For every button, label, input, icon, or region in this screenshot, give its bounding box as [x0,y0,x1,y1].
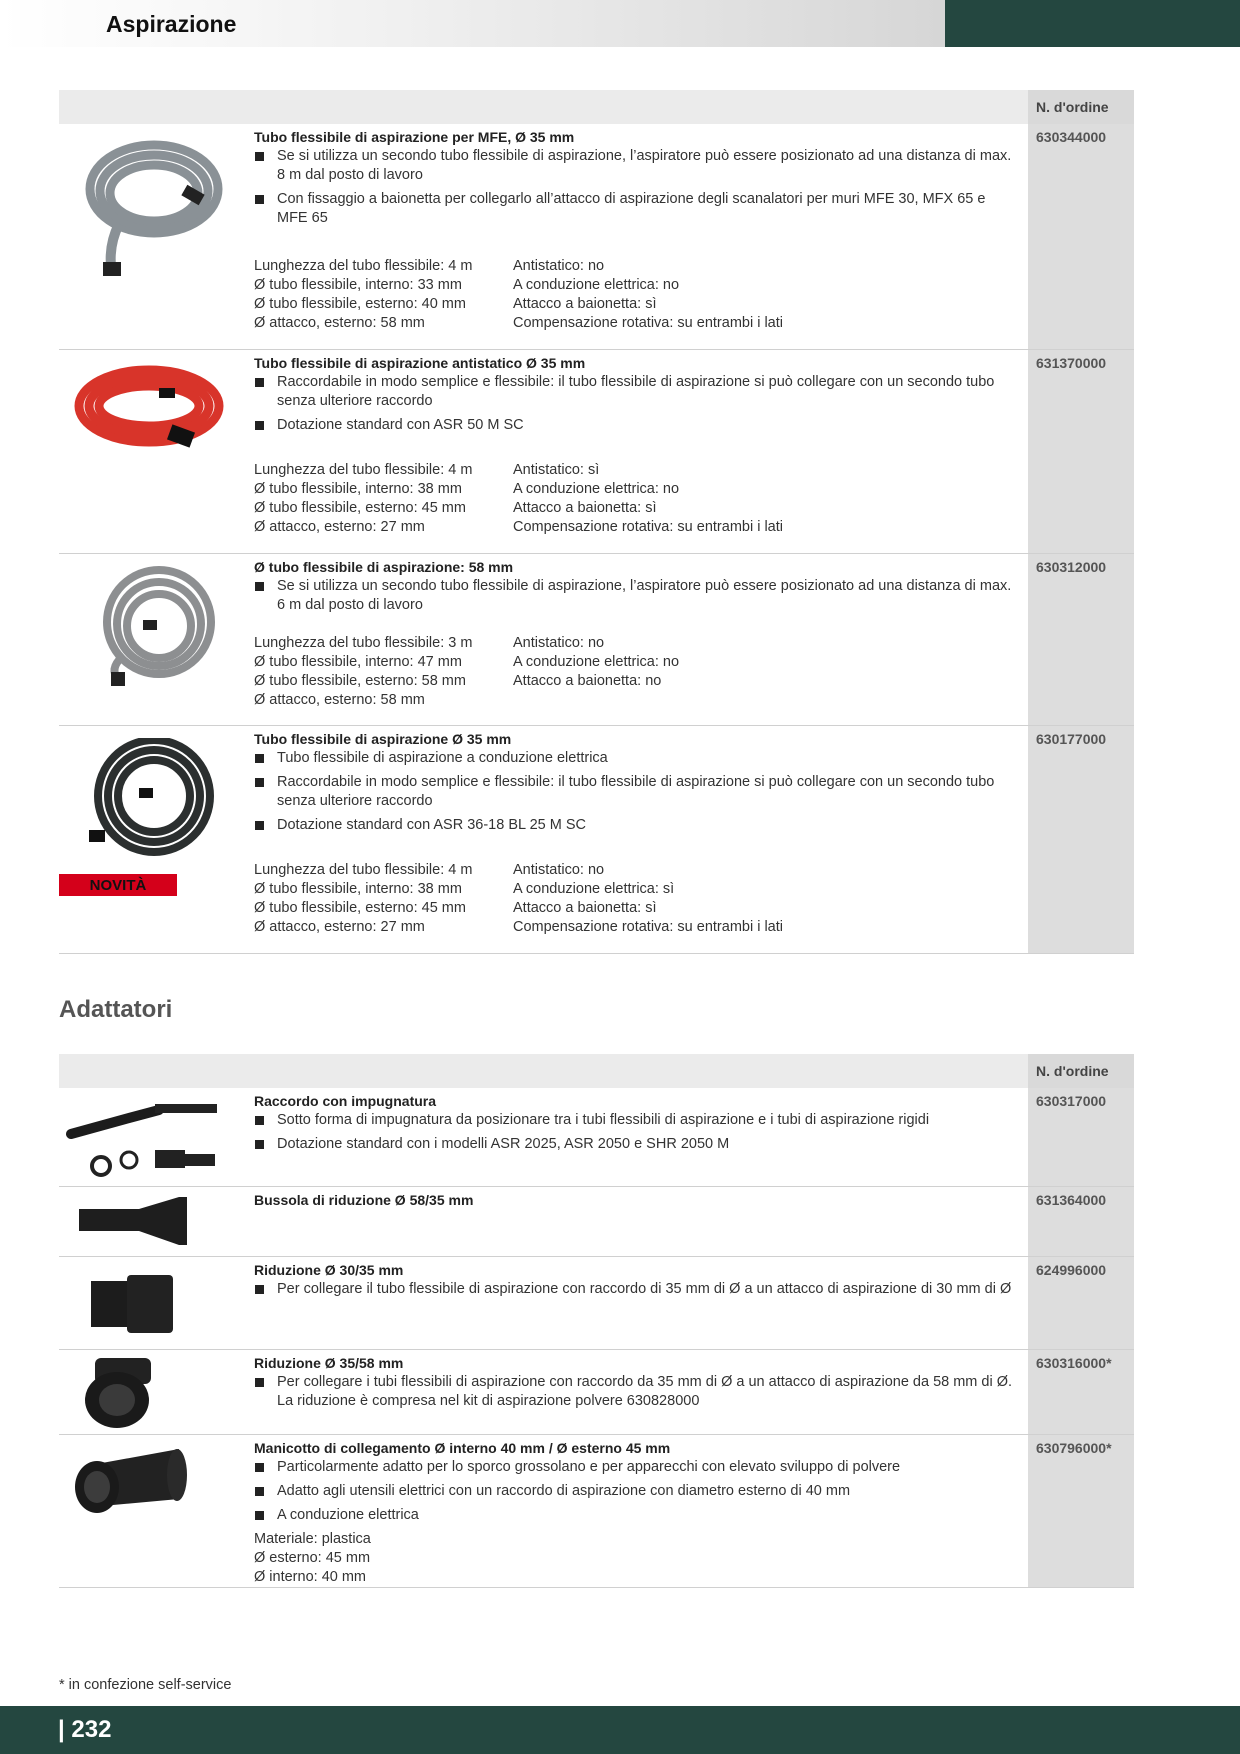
grey-hose-icon [59,124,249,294]
page-number: | 232 [58,1716,112,1743]
spec: Lunghezza del tubo flessibile: 3 m [254,635,473,651]
spec: Attacco a baionetta: sì [513,500,657,516]
product-title: Tubo flessibile di aspirazione antistatico Ø 35 mm [254,355,586,371]
table-row [59,1435,1134,1588]
reduction-sleeve-icon [59,1187,249,1255]
spec: Ø tubo flessibile, interno: 47 mm [254,654,462,670]
spec: Materiale: plastica [254,1531,371,1547]
order-number: 630796000* [1036,1440,1112,1456]
spec: Lunghezza del tubo flessibile: 4 m [254,862,473,878]
table-row [59,1187,1134,1257]
bullet: Se si utilizza un secondo tubo flessibile di aspirazione, l’aspiratore può essere posizionato ad una distanza di max. 6 m dal posto di lavoro [254,577,1014,615]
table-row [59,1088,1134,1187]
bullet: Raccordabile in modo semplice e flessibile: il tubo flessibile di aspirazione si può collegare con un secondo tubo senza ulteriore raccordo [254,773,1014,811]
bullet: Con fissaggio a baionetta per collegarlo all’attacco di aspirazione degli scanalatori per muri MFE 30, MFX 65 e MFE 65 [254,190,1014,228]
new-badge: NOVITÀ [59,874,177,896]
footnote: * in confezione self-service [59,1677,232,1693]
order-number: 630317000 [1036,1093,1107,1109]
product-title: Manicotto di collegamento Ø interno 40 mm / Ø esterno 45 mm [254,1440,671,1456]
product-title: Bussola di riduzione Ø 58/35 mm [254,1192,474,1208]
spec: Ø attacco, esterno: 27 mm [254,919,425,935]
table-row [59,1257,1134,1350]
spec: Ø interno: 40 mm [254,1569,367,1585]
silver-hose-icon [59,554,249,700]
table-row [59,554,1134,726]
order-number: 630312000 [1036,559,1107,575]
spec: A conduzione elettrica: no [513,654,680,670]
spec: Ø esterno: 45 mm [254,1550,371,1566]
spec: Ø attacco, esterno: 58 mm [254,692,425,708]
bullet: Per collegare i tubi flessibili di aspirazione con raccordo da 35 mm di Ø a un attacco di aspirazione da 58 mm di Ø. La riduzione è compresa nel kit di aspirazione polvere 630828000 [254,1373,1014,1411]
order-column-header: N. d'ordine [1036,99,1109,115]
page-title: Aspirazione [106,11,237,37]
spec: Antistatico: sì [513,462,600,478]
bullet: Tubo flessibile di aspirazione a conduzione elettrica [254,749,1014,768]
spec: Attacco a baionetta: sì [513,296,657,312]
table-row [59,124,1134,350]
adapters-table [59,1054,1134,1588]
bullet: Dotazione standard con ASR 50 M SC [254,416,1014,435]
spec: Lunghezza del tubo flessibile: 4 m [254,258,473,274]
handle-fitting-icon [59,1088,249,1184]
header-accent [945,0,1240,47]
section-title: Adattatori [59,996,173,1023]
spec: Attacco a baionetta: no [513,673,662,689]
order-number: 631370000 [1036,355,1107,371]
hoses-table [59,90,1134,954]
spec: A conduzione elettrica: no [513,481,680,497]
connection-sleeve-icon [59,1435,249,1525]
spec: Attacco a baionetta: sì [513,900,657,916]
order-number: 630316000* [1036,1355,1112,1371]
spec: Ø tubo flessibile, interno: 38 mm [254,881,462,897]
order-number: 630177000 [1036,731,1107,747]
spec: A conduzione elettrica: no [513,277,680,293]
product-title: Ø tubo flessibile di aspirazione: 58 mm [254,559,514,575]
bullet: Dotazione standard con i modelli ASR 2025, ASR 2050 e SHR 2050 M [254,1135,1014,1154]
spec: Ø tubo flessibile, esterno: 45 mm [254,500,466,516]
product-title: Riduzione Ø 30/35 mm [254,1262,404,1278]
reducer-30-35-icon [59,1257,249,1347]
spec: Ø tubo flessibile, interno: 33 mm [254,277,462,293]
spec: Antistatico: no [513,635,605,651]
table-row [59,350,1134,554]
spec: Ø tubo flessibile, esterno: 40 mm [254,296,466,312]
spec: Compensazione rotativa: su entrambi i lati [513,519,783,535]
order-number: 630344000 [1036,129,1107,145]
spec: Antistatico: no [513,862,605,878]
bullet: Sotto forma di impugnatura da posizionare tra i tubi flessibili di aspirazione e i tubi di aspirazione rigidi [254,1111,1014,1130]
spec: Ø attacco, esterno: 27 mm [254,519,425,535]
product-title: Riduzione Ø 35/58 mm [254,1355,404,1371]
table-row [59,726,1134,954]
bullet: Se si utilizza un secondo tubo flessibile di aspirazione, l’aspiratore può essere posizionato ad una distanza di max. 8 m dal posto di lavoro [254,147,1014,185]
footer-bar [0,1706,1240,1754]
reducer-35-58-icon [59,1350,249,1434]
product-title: Raccordo con impugnatura [254,1093,437,1109]
bullet: Dotazione standard con ASR 36-18 BL 25 M SC [254,816,1014,835]
product-title: Tubo flessibile di aspirazione per MFE, Ø 35 mm [254,129,575,145]
spec: Ø attacco, esterno: 58 mm [254,315,425,331]
spec: Ø tubo flessibile, esterno: 45 mm [254,900,466,916]
table-row [59,1350,1134,1435]
bullet: Particolarmente adatto per lo sporco grossolano e per apparecchi con elevato sviluppo di polvere [254,1458,1014,1477]
table-header [59,90,1134,124]
bullet: A conduzione elettrica [254,1506,1014,1525]
bullet: Per collegare il tubo flessibile di aspirazione con raccordo di 35 mm di Ø a un attacco di aspirazione di 30 mm di Ø [254,1280,1014,1299]
black-hose-icon [59,726,249,858]
order-column-header: N. d'ordine [1036,1063,1109,1079]
spec: Lunghezza del tubo flessibile: 4 m [254,462,473,478]
product-title: Tubo flessibile di aspirazione Ø 35 mm [254,731,512,747]
spec: Compensazione rotativa: su entrambi i lati [513,315,783,331]
order-number: 624996000 [1036,1262,1107,1278]
spec: Ø tubo flessibile, esterno: 58 mm [254,673,466,689]
spec: Antistatico: no [513,258,605,274]
spec: A conduzione elettrica: sì [513,881,675,897]
bullet: Adatto agli utensili elettrici con un raccordo di aspirazione con diametro esterno di 40 mm [254,1482,1014,1501]
spec: Ø tubo flessibile, interno: 38 mm [254,481,462,497]
bullet: Raccordabile in modo semplice e flessibile: il tubo flessibile di aspirazione si può collegare con un secondo tubo senza ulteriore raccordo [254,373,1014,411]
order-number: 631364000 [1036,1192,1107,1208]
red-hose-icon [59,350,249,468]
table-header [59,1054,1134,1088]
spec: Compensazione rotativa: su entrambi i lati [513,919,783,935]
